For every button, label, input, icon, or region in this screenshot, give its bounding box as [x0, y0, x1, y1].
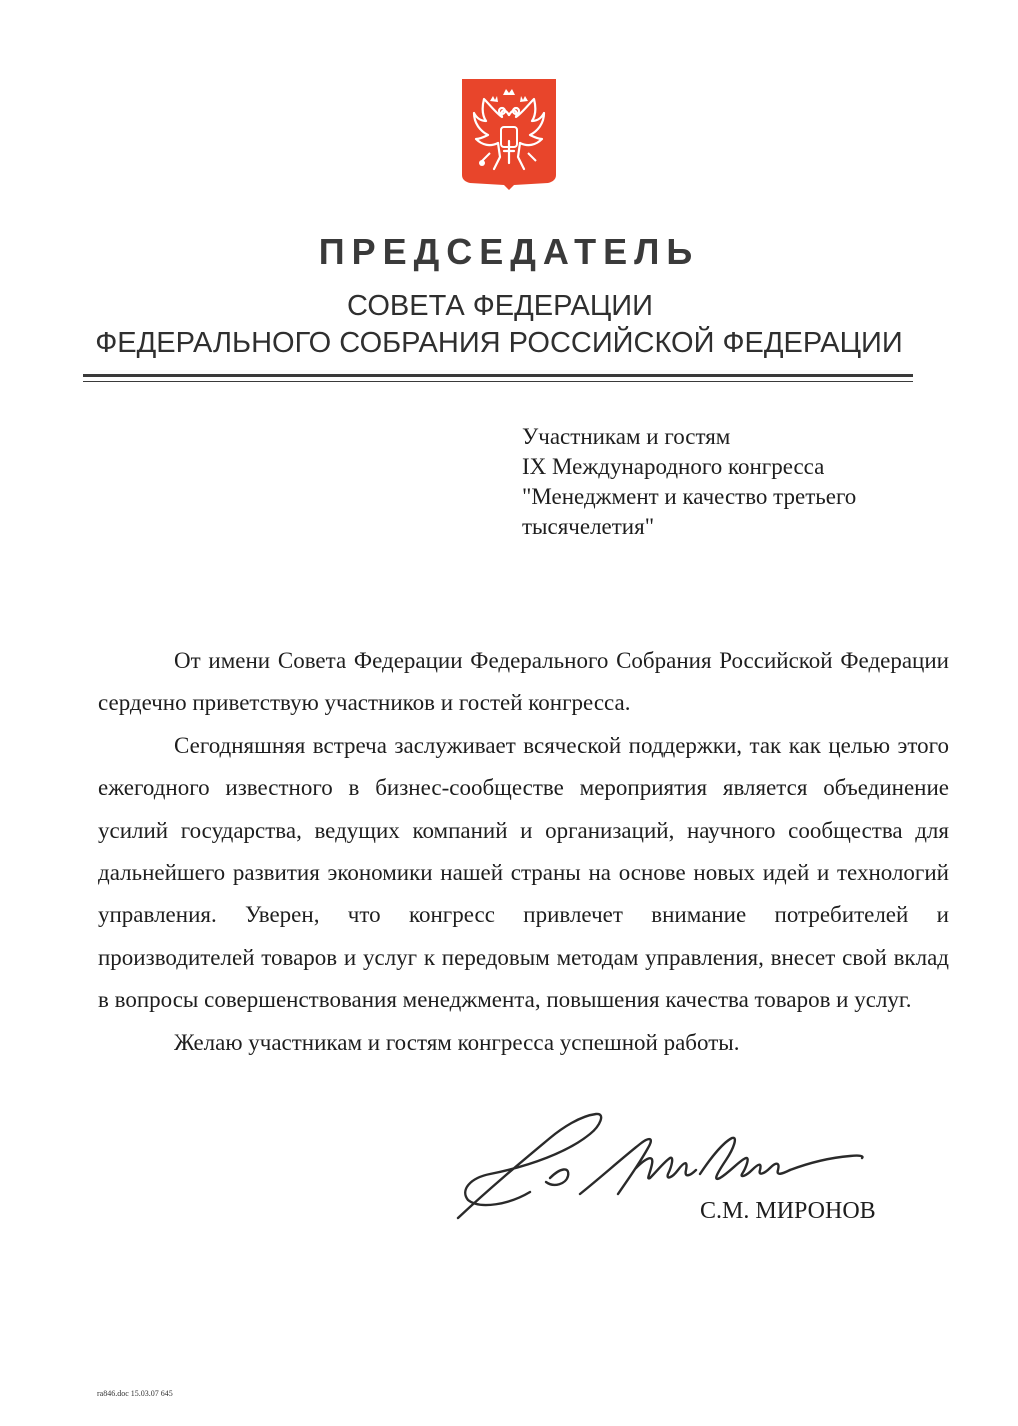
addressee-line: "Менеджмент и качество третьего [522, 484, 857, 509]
document-subtitle-line2: ФЕДЕРАЛЬНОГО СОБРАНИЯ РОССИЙСКОЙ ФЕДЕРАЦИИ [95, 327, 903, 359]
letter-body [98, 640, 949, 1064]
addressee-line: Участникам и гостям [522, 424, 731, 449]
body-paragraph: Сегодняшняя встреча заслуживает всяческой поддержки, так как целью этого ежегодного известного в бизнес-сообществе мероприятия является объединение усилий государства, ведущих компаний и организаций, научного сообщества для дальнейшего развития экономики нашей страны на основе новых идей и технологий управления. Уверен, что конгресс привлечет внимание потребителей и производителей товаров и услуг к передовым методам управления, внесет свой вклад в вопросы совершенствования менеджмента, повышения качества товаров и услуг. [98, 732, 949, 1013]
document-subtitle-line1: СОВЕТА ФЕДЕРАЦИИ [347, 290, 653, 322]
header-divider-thick [83, 374, 913, 377]
body-paragraph: Желаю участникам и гостям конгресса успешной работы. [174, 1029, 740, 1055]
addressee-line: IX Международного конгресса [522, 454, 825, 479]
header-divider-thin [83, 381, 913, 382]
coat-of-arms-icon [460, 77, 558, 191]
addressee-block [522, 422, 942, 542]
body-paragraph: От имени Совета Федерации Федерального Собрания Российской Федерации сердечно приветствую участников и гостей конгресса. [98, 648, 949, 716]
document-title: ПРЕДСЕДАТЕЛЬ [318, 231, 700, 272]
addressee-line: тысячелетия" [522, 514, 655, 539]
document-reference: ra846.doc 15.03.07 645 [97, 1389, 173, 1398]
signer-name: С.М. МИРОНОВ [700, 1198, 876, 1224]
